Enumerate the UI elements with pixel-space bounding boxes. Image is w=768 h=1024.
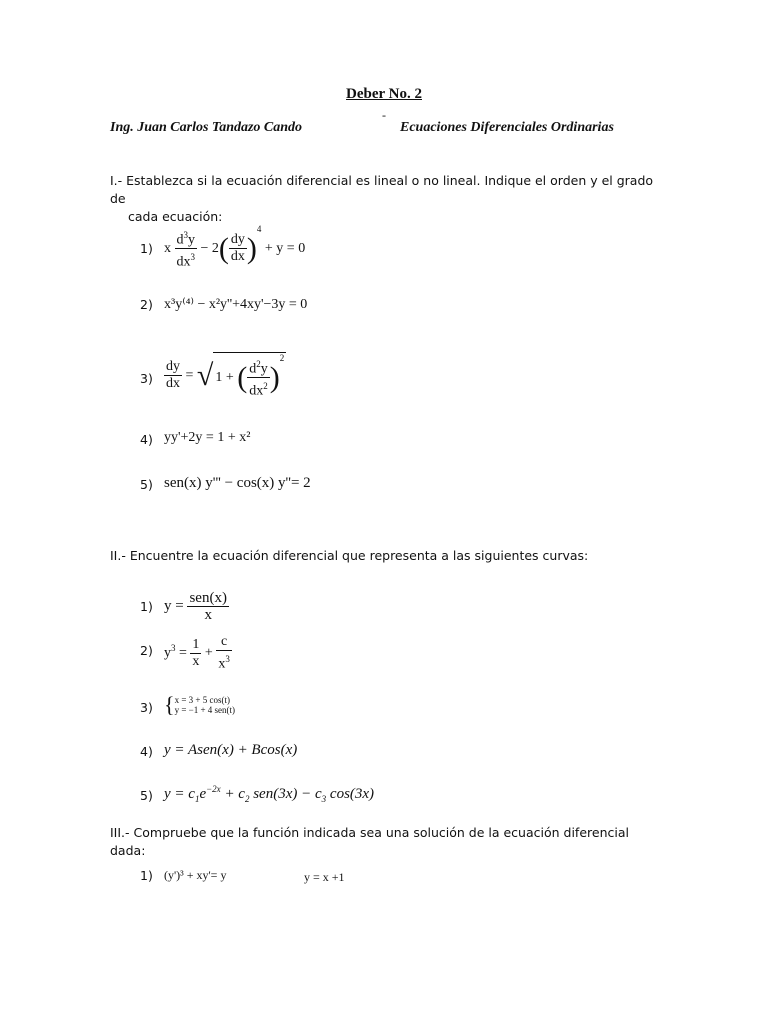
equation-1-2: x³y⁽⁴⁾ − x²y''+4xy'−3y = 0 xyxy=(164,297,308,312)
item-number: 3) xyxy=(140,700,153,715)
item-number: 2) xyxy=(140,643,153,658)
equation-2-4: y = Asen(x) + Bcos(x) xyxy=(164,742,298,758)
solution-3-1: y = x +1 xyxy=(304,870,345,884)
section-2-heading: II.- Encuentre la ecuación diferencial que representa a las siguientes curvas: xyxy=(110,548,589,563)
item-number: 1) xyxy=(140,599,153,614)
item-number: 3) xyxy=(140,371,153,386)
equation-1-5: sen(x) y''' − cos(x) y''= 2 xyxy=(164,475,311,491)
header-dash: - xyxy=(382,108,386,122)
item-number: 4) xyxy=(140,432,153,447)
equation-2-3: { x = 3 + 5 cos(t) y = −1 + 4 sen(t) xyxy=(164,692,236,717)
equation-2-2: $y^3$ = $\frac{1}{x}$ + $\frac{c}{x^3}$ xyxy=(164,634,230,672)
equation-2-5: $y = c_1e^{-2x} + c_2$ $sen(3x) - c_3$ cos(3x) xyxy=(164,784,375,804)
item-number: 2) xyxy=(140,297,153,312)
equation-2-1: y = $\frac{\text{sen(x)}}{x}$ xyxy=(164,590,227,623)
equation-3-1: (y')³ + xy'= y xyxy=(164,868,227,882)
equation-1-4: yy'+2y = 1 + x² xyxy=(164,430,251,445)
course-name: Ecuaciones Diferenciales Ordinarias xyxy=(400,120,614,135)
equation-1-1: x $\frac{d^3y}{dx^3}$ − 2( $\frac{dy}{dx}$ )$^4$ + y = 0 xyxy=(164,224,306,270)
item-number: 1) xyxy=(140,868,153,883)
equation-2-3-line-1: x = 3 + 5 cos(t) xyxy=(174,695,230,705)
equation-2-3-line-2: y = −1 + 4 sen(t) xyxy=(174,705,236,715)
section-1-heading xyxy=(110,172,658,226)
item-number: 5) xyxy=(140,788,153,803)
item-number: 5) xyxy=(140,477,153,492)
section-1-heading-line-1: I.- Establezca si la ecuación diferencial es lineal o no lineal. Indique el orden y el grado de xyxy=(110,173,654,206)
section-1-heading-line-2: cada ecuación: xyxy=(128,209,223,224)
document-title: Deber No. 2 xyxy=(346,86,422,102)
section-3-heading: III.- Compruebe que la función indicada sea una solución de la ecuación diferencial dada: xyxy=(110,825,629,858)
item-number: 4) xyxy=(140,744,153,759)
author-name: Ing. Juan Carlos Tandazo Cando xyxy=(110,120,303,135)
item-number: 1) xyxy=(140,241,153,256)
equation-1-3: $\frac{dy}{dx}$ = √ 1 + ( $\frac{d^2y}{dx^2}$ )$^2$ xyxy=(166,353,285,399)
